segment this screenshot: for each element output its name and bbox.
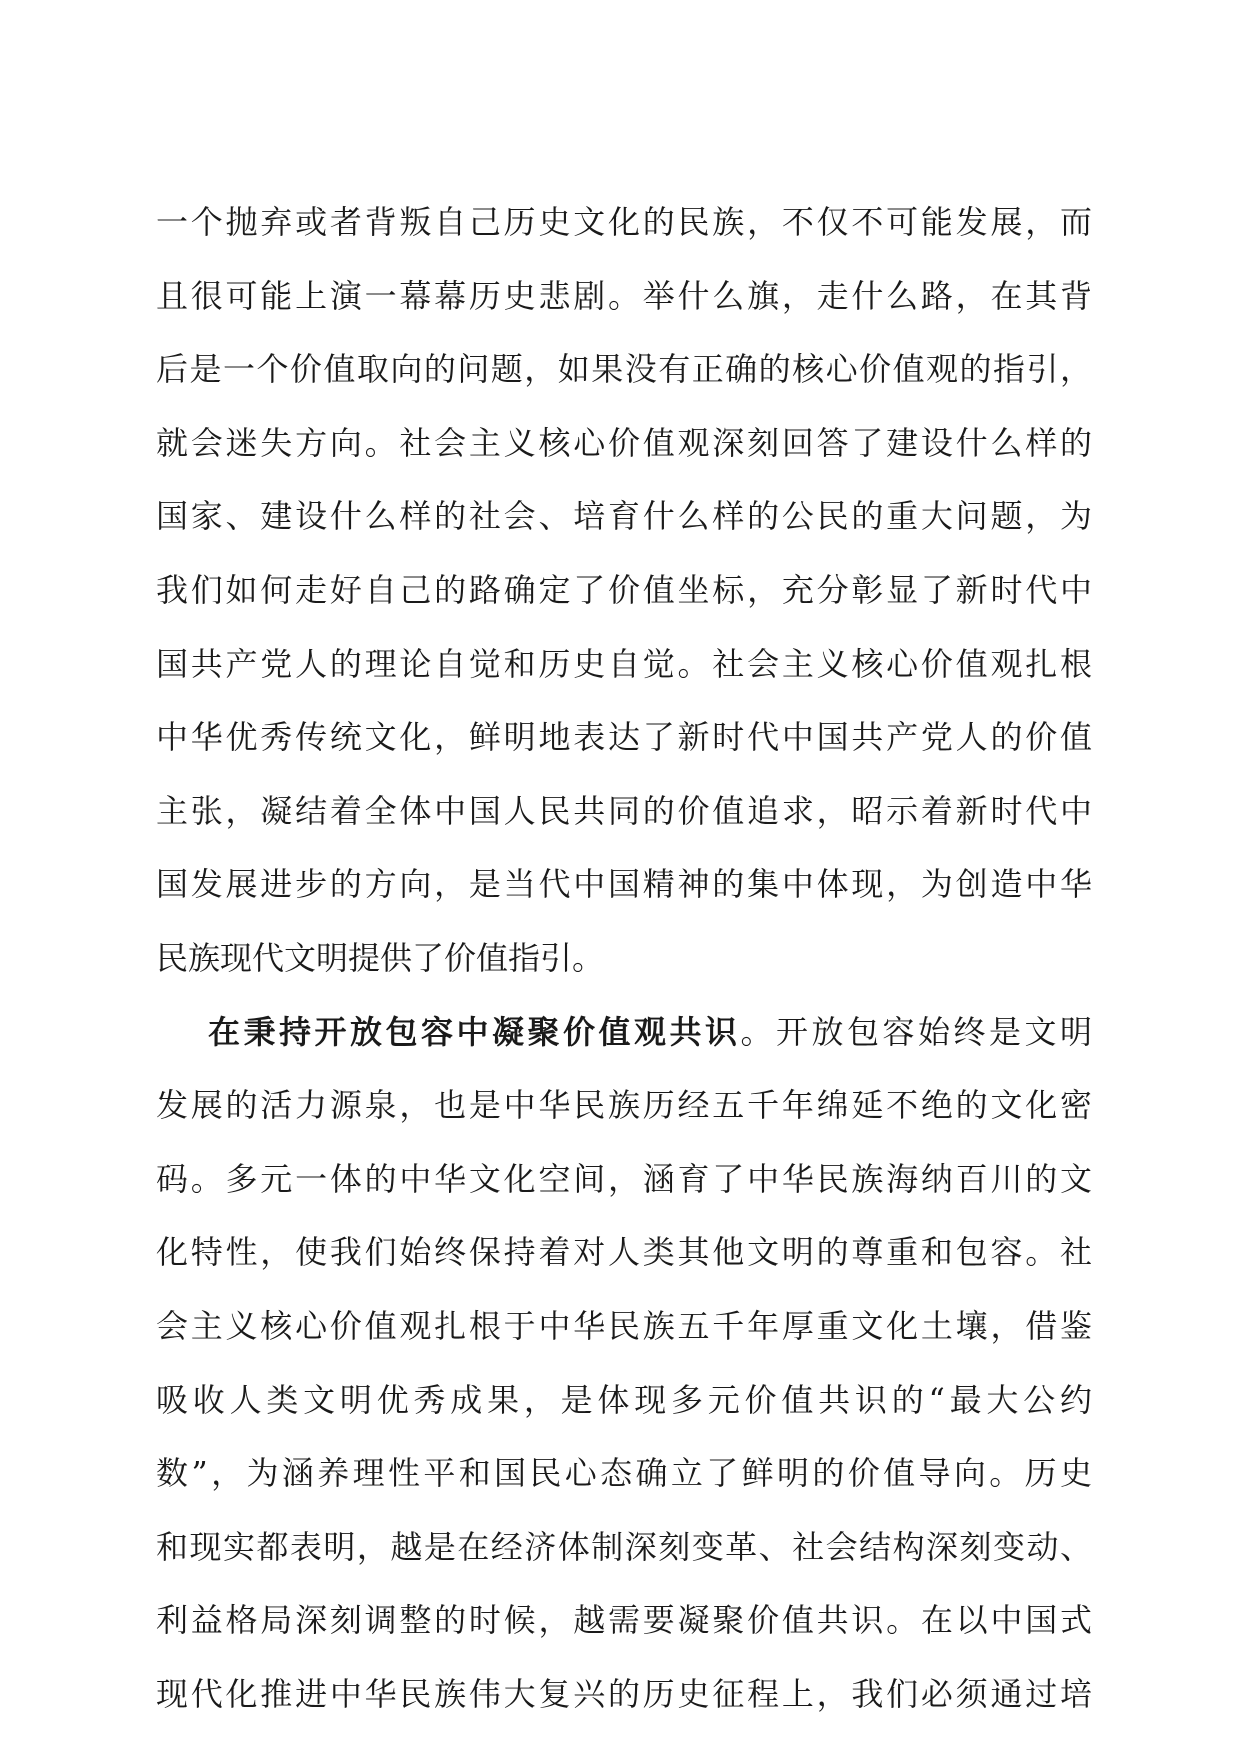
text-line: 就会迷失方向。社会主义核心价值观深刻回答了建设什么样的 — [156, 423, 1092, 462]
heading-line-rest: 。开放包容始终是文明 — [740, 1012, 1092, 1051]
document-body — [156, 186, 1092, 1731]
text-line: 一个抛弃或者背叛自己历史文化的民族，不仅不可能发展，而 — [156, 203, 1092, 241]
text-line: 国共产党人的理论自觉和历史自觉。社会主义核心价值观扎根 — [156, 644, 1092, 683]
text-line: 我们如何走好自己的路确定了价值坐标，充分彰显了新时代中 — [156, 570, 1092, 609]
text-line: 现代化推进中华民族伟大复兴的历史征程上，我们必须通过培 — [156, 1674, 1092, 1713]
text-line: 且很可能上演一幕幕历史悲剧。举什么旗，走什么路，在其背 — [156, 276, 1092, 315]
text-line: 利益格局深刻调整的时候，越需要凝聚价值共识。在以中国式 — [156, 1601, 1092, 1640]
paragraph-2 — [156, 996, 1092, 1732]
paragraph-1 — [156, 186, 1092, 996]
paragraph-2-first-line — [156, 996, 1092, 1070]
text-line: 中华优秀传统文化，鲜明地表达了新时代中国共产党人的价值 — [156, 718, 1092, 757]
text-line: 吸收人类文明优秀成果，是体现多元价值共识的“最大公约 — [156, 1380, 1092, 1419]
text-line: 和现实都表明，越是在经济体制深刻变革、社会结构深刻变动、 — [156, 1527, 1092, 1566]
text-line: 后是一个价值取向的问题，如果没有正确的核心价值观的指引， — [156, 350, 1092, 389]
text-line: 主张，凝结着全体中国人民共同的价值追求，昭示着新时代中 — [156, 791, 1092, 830]
text-line-last: 民族现代文明提供了价值指引。 — [156, 938, 605, 977]
text-line: 数”，为涵养理性平和国民心态确立了鲜明的价值导向。历史 — [156, 1454, 1092, 1493]
text-line: 国发展进步的方向，是当代中国精神的集中体现，为创造中华 — [156, 865, 1092, 904]
text-line: 会主义核心价值观扎根于中华民族五千年厚重文化土壤，借鉴 — [156, 1306, 1092, 1345]
text-line: 发展的活力源泉，也是中华民族历经五千年绵延不绝的文化密 — [156, 1086, 1092, 1125]
text-line: 化特性，使我们始终保持着对人类其他文明的尊重和包容。社 — [156, 1233, 1092, 1272]
text-line: 国家、建设什么样的社会、培育什么样的公民的重大问题，为 — [156, 497, 1092, 536]
text-line: 码。多元一体的中华文化空间，涵育了中华民族海纳百川的文 — [156, 1159, 1092, 1198]
paragraph-heading: 在秉持开放包容中凝聚价值观共识 — [208, 1012, 741, 1051]
